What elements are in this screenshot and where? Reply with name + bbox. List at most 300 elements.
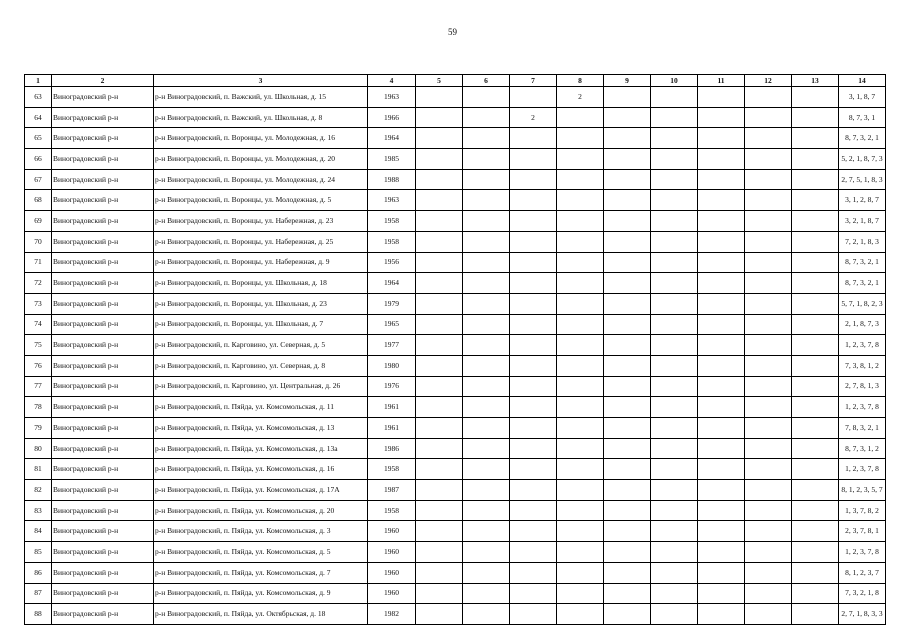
col12-cell [745, 107, 792, 128]
col12-cell [745, 418, 792, 439]
col12-cell [745, 521, 792, 542]
col12-cell [745, 604, 792, 625]
col11-cell [698, 438, 745, 459]
col11-cell [698, 149, 745, 170]
district-cell: Виноградовский р-н [52, 480, 154, 501]
col9-cell [604, 314, 651, 335]
year-cell: 1979 [368, 293, 416, 314]
col13-cell [792, 149, 839, 170]
col10-cell [651, 87, 698, 108]
year-cell: 1977 [368, 335, 416, 356]
row-number: 68 [25, 190, 52, 211]
order-cell: 7, 3, 2, 1, 8 [839, 583, 886, 604]
col5-cell [416, 397, 463, 418]
col8-cell [557, 562, 604, 583]
col11-cell [698, 293, 745, 314]
col11-cell [698, 500, 745, 521]
row-number: 87 [25, 583, 52, 604]
col8-cell [557, 314, 604, 335]
order-cell: 1, 2, 3, 7, 8 [839, 335, 886, 356]
col5-cell [416, 521, 463, 542]
col11-cell [698, 87, 745, 108]
col10-cell [651, 314, 698, 335]
col6-cell [463, 418, 510, 439]
col11-cell [698, 418, 745, 439]
column-header-10: 10 [651, 75, 698, 87]
col11-cell [698, 335, 745, 356]
district-cell: Виноградовский р-н [52, 459, 154, 480]
col11-cell [698, 397, 745, 418]
col7-cell [510, 128, 557, 149]
year-cell: 1966 [368, 107, 416, 128]
col6-cell [463, 583, 510, 604]
col8-cell [557, 438, 604, 459]
col5-cell [416, 500, 463, 521]
order-cell: 8, 1, 2, 3, 7 [839, 562, 886, 583]
col8-cell [557, 480, 604, 501]
col11-cell [698, 480, 745, 501]
year-cell: 1958 [368, 211, 416, 232]
col13-cell [792, 521, 839, 542]
column-header-9: 9 [604, 75, 651, 87]
col6-cell [463, 107, 510, 128]
column-header-5: 5 [416, 75, 463, 87]
row-number: 71 [25, 252, 52, 273]
col13-cell [792, 87, 839, 108]
col7-cell [510, 87, 557, 108]
address-cell: р-н Виноградовский, п. Пяйда, ул. Комсомольская, д. 13а [154, 438, 368, 459]
col5-cell [416, 107, 463, 128]
address-cell: р-н Виноградовский, п. Пяйда, ул. Комсомольская, д. 13 [154, 418, 368, 439]
col10-cell [651, 562, 698, 583]
col12-cell [745, 335, 792, 356]
col8-cell [557, 500, 604, 521]
order-cell: 2, 7, 5, 1, 8, 3 [839, 169, 886, 190]
col10-cell [651, 542, 698, 563]
year-cell: 1964 [368, 273, 416, 294]
col11-cell [698, 542, 745, 563]
col13-cell [792, 418, 839, 439]
order-cell: 7, 2, 1, 8, 3 [839, 231, 886, 252]
col8-cell [557, 252, 604, 273]
address-cell: р-н Виноградовский, п. Воронцы, ул. Молодежная, д. 16 [154, 128, 368, 149]
district-cell: Виноградовский р-н [52, 87, 154, 108]
col9-cell [604, 87, 651, 108]
order-cell: 1, 2, 3, 7, 8 [839, 459, 886, 480]
year-cell: 1976 [368, 376, 416, 397]
district-cell: Виноградовский р-н [52, 521, 154, 542]
row-number: 80 [25, 438, 52, 459]
order-cell: 8, 7, 3, 2, 1 [839, 252, 886, 273]
address-cell: р-н Виноградовский, п. Пяйда, ул. Комсомольская, д. 17А [154, 480, 368, 501]
col7-cell [510, 562, 557, 583]
col7-cell [510, 293, 557, 314]
col5-cell [416, 190, 463, 211]
col13-cell [792, 211, 839, 232]
year-cell: 1963 [368, 87, 416, 108]
col13-cell [792, 542, 839, 563]
col8-cell [557, 583, 604, 604]
col10-cell [651, 459, 698, 480]
col10-cell [651, 521, 698, 542]
col11-cell [698, 211, 745, 232]
row-number: 66 [25, 149, 52, 170]
col12-cell [745, 190, 792, 211]
col5-cell [416, 542, 463, 563]
address-cell: р-н Виноградовский, п. Карговино, ул. Центральная, д. 26 [154, 376, 368, 397]
table-row [25, 190, 886, 211]
order-cell: 1, 3, 7, 8, 2 [839, 500, 886, 521]
col13-cell [792, 562, 839, 583]
col10-cell [651, 190, 698, 211]
col9-cell [604, 335, 651, 356]
col12-cell [745, 397, 792, 418]
row-number: 84 [25, 521, 52, 542]
table-row [25, 355, 886, 376]
column-header-7: 7 [510, 75, 557, 87]
col5-cell [416, 355, 463, 376]
row-number: 67 [25, 169, 52, 190]
col8-cell [557, 521, 604, 542]
col7-cell [510, 500, 557, 521]
col9-cell [604, 128, 651, 149]
col5-cell [416, 231, 463, 252]
col7-cell [510, 231, 557, 252]
col5-cell [416, 459, 463, 480]
table-row [25, 211, 886, 232]
address-cell: р-н Виноградовский, п. Важский, ул. Школьная, д. 15 [154, 87, 368, 108]
row-number: 78 [25, 397, 52, 418]
col5-cell [416, 583, 463, 604]
col7-cell [510, 583, 557, 604]
col8-cell [557, 149, 604, 170]
col13-cell [792, 604, 839, 625]
table-row [25, 252, 886, 273]
district-cell: Виноградовский р-н [52, 335, 154, 356]
col7-cell [510, 521, 557, 542]
header-row [25, 75, 886, 87]
col6-cell [463, 459, 510, 480]
col9-cell [604, 169, 651, 190]
col9-cell [604, 376, 651, 397]
year-cell: 1960 [368, 521, 416, 542]
col10-cell [651, 500, 698, 521]
district-cell: Виноградовский р-н [52, 314, 154, 335]
year-cell: 1961 [368, 397, 416, 418]
col13-cell [792, 128, 839, 149]
address-cell: р-н Виноградовский, п. Пяйда, ул. Комсомольская, д. 3 [154, 521, 368, 542]
order-cell: 2, 1, 8, 7, 3 [839, 314, 886, 335]
table-row [25, 273, 886, 294]
year-cell: 1965 [368, 314, 416, 335]
col13-cell [792, 273, 839, 294]
col10-cell [651, 273, 698, 294]
district-cell: Виноградовский р-н [52, 376, 154, 397]
col9-cell [604, 355, 651, 376]
col6-cell [463, 438, 510, 459]
district-cell: Виноградовский р-н [52, 169, 154, 190]
col5-cell [416, 376, 463, 397]
col9-cell [604, 211, 651, 232]
order-cell: 7, 3, 8, 1, 2 [839, 355, 886, 376]
table-row [25, 397, 886, 418]
address-cell: р-н Виноградовский, п. Воронцы, ул. Набережная, д. 9 [154, 252, 368, 273]
col12-cell [745, 480, 792, 501]
col7-cell [510, 397, 557, 418]
col9-cell [604, 459, 651, 480]
col13-cell [792, 335, 839, 356]
address-cell: р-н Виноградовский, п. Воронцы, ул. Набережная, д. 25 [154, 231, 368, 252]
col13-cell [792, 480, 839, 501]
district-cell: Виноградовский р-н [52, 500, 154, 521]
col6-cell [463, 314, 510, 335]
district-cell: Виноградовский р-н [52, 397, 154, 418]
col12-cell [745, 273, 792, 294]
col13-cell [792, 583, 839, 604]
address-cell: р-н Виноградовский, п. Воронцы, ул. Набережная, д. 23 [154, 211, 368, 232]
district-cell: Виноградовский р-н [52, 231, 154, 252]
col9-cell [604, 500, 651, 521]
col8-cell [557, 231, 604, 252]
col13-cell [792, 500, 839, 521]
col5-cell [416, 314, 463, 335]
col8-cell [557, 418, 604, 439]
col10-cell [651, 107, 698, 128]
col9-cell [604, 293, 651, 314]
col9-cell [604, 521, 651, 542]
district-cell: Виноградовский р-н [52, 107, 154, 128]
col6-cell [463, 87, 510, 108]
district-cell: Виноградовский р-н [52, 562, 154, 583]
col12-cell [745, 231, 792, 252]
col6-cell [463, 604, 510, 625]
col6-cell [463, 149, 510, 170]
col12-cell [745, 314, 792, 335]
address-cell: р-н Виноградовский, п. Пяйда, ул. Комсомольская, д. 20 [154, 500, 368, 521]
col13-cell [792, 169, 839, 190]
address-cell: р-н Виноградовский, п. Воронцы, ул. Школьная, д. 23 [154, 293, 368, 314]
table-row [25, 314, 886, 335]
col5-cell [416, 211, 463, 232]
col11-cell [698, 521, 745, 542]
row-number: 64 [25, 107, 52, 128]
col13-cell [792, 376, 839, 397]
table-row [25, 376, 886, 397]
row-number: 88 [25, 604, 52, 625]
year-cell: 1956 [368, 252, 416, 273]
column-header-8: 8 [557, 75, 604, 87]
col10-cell [651, 169, 698, 190]
col7-cell [510, 149, 557, 170]
order-cell: 3, 1, 8, 7 [839, 87, 886, 108]
col10-cell [651, 480, 698, 501]
col6-cell [463, 480, 510, 501]
address-cell: р-н Виноградовский, п. Воронцы, ул. Школьная, д. 7 [154, 314, 368, 335]
address-cell: р-н Виноградовский, п. Пяйда, ул. Комсомольская, д. 11 [154, 397, 368, 418]
col9-cell [604, 438, 651, 459]
col9-cell [604, 273, 651, 294]
table-row [25, 521, 886, 542]
district-cell: Виноградовский р-н [52, 542, 154, 563]
col8-cell [557, 211, 604, 232]
col6-cell [463, 273, 510, 294]
col7-cell [510, 335, 557, 356]
col12-cell [745, 128, 792, 149]
col13-cell [792, 438, 839, 459]
col12-cell [745, 87, 792, 108]
table-row [25, 293, 886, 314]
col6-cell [463, 211, 510, 232]
col5-cell [416, 438, 463, 459]
order-cell: 1, 2, 3, 7, 8 [839, 542, 886, 563]
address-cell: р-н Виноградовский, п. Пяйда, ул. Комсомольская, д. 5 [154, 542, 368, 563]
col6-cell [463, 521, 510, 542]
district-cell: Виноградовский р-н [52, 355, 154, 376]
col12-cell [745, 500, 792, 521]
col12-cell [745, 459, 792, 480]
col11-cell [698, 562, 745, 583]
col10-cell [651, 418, 698, 439]
table-row [25, 128, 886, 149]
col5-cell [416, 169, 463, 190]
order-cell: 2, 3, 7, 8, 1 [839, 521, 886, 542]
column-header-11: 11 [698, 75, 745, 87]
col8-cell [557, 459, 604, 480]
table-row [25, 604, 886, 625]
year-cell: 1986 [368, 438, 416, 459]
row-number: 76 [25, 355, 52, 376]
col5-cell [416, 252, 463, 273]
row-number: 74 [25, 314, 52, 335]
col13-cell [792, 314, 839, 335]
col12-cell [745, 293, 792, 314]
col13-cell [792, 190, 839, 211]
col11-cell [698, 459, 745, 480]
col12-cell [745, 252, 792, 273]
col11-cell [698, 376, 745, 397]
col13-cell [792, 107, 839, 128]
address-cell: р-н Виноградовский, п. Карговино, ул. Северная, д. 8 [154, 355, 368, 376]
column-header-13: 13 [792, 75, 839, 87]
year-cell: 1985 [368, 149, 416, 170]
order-cell: 7, 8, 3, 2, 1 [839, 418, 886, 439]
table-row [25, 231, 886, 252]
row-number: 63 [25, 87, 52, 108]
table-row [25, 438, 886, 459]
col8-cell [557, 604, 604, 625]
col10-cell [651, 376, 698, 397]
col7-cell [510, 438, 557, 459]
col11-cell [698, 583, 745, 604]
year-cell: 1958 [368, 459, 416, 480]
address-cell: р-н Виноградовский, п. Воронцы, ул. Молодежная, д. 20 [154, 149, 368, 170]
col10-cell [651, 252, 698, 273]
col12-cell [745, 542, 792, 563]
col7-cell [510, 273, 557, 294]
col12-cell [745, 355, 792, 376]
table-row [25, 87, 886, 108]
col8-cell [557, 273, 604, 294]
district-cell: Виноградовский р-н [52, 418, 154, 439]
col11-cell [698, 128, 745, 149]
district-cell: Виноградовский р-н [52, 273, 154, 294]
district-cell: Виноградовский р-н [52, 128, 154, 149]
col11-cell [698, 355, 745, 376]
year-cell: 1987 [368, 480, 416, 501]
year-cell: 1960 [368, 562, 416, 583]
col12-cell [745, 583, 792, 604]
col5-cell [416, 418, 463, 439]
table-row [25, 418, 886, 439]
col7-cell [510, 459, 557, 480]
col7-cell [510, 418, 557, 439]
address-cell: р-н Виноградовский, п. Пяйда, ул. Октябрьская, д. 18 [154, 604, 368, 625]
col9-cell [604, 604, 651, 625]
col7-cell [510, 355, 557, 376]
table-row [25, 500, 886, 521]
table-row [25, 169, 886, 190]
col10-cell [651, 231, 698, 252]
column-header-12: 12 [745, 75, 792, 87]
year-cell: 1988 [368, 169, 416, 190]
col13-cell [792, 293, 839, 314]
register-table [24, 74, 886, 625]
col10-cell [651, 604, 698, 625]
col5-cell [416, 149, 463, 170]
col6-cell [463, 252, 510, 273]
table-row [25, 459, 886, 480]
col11-cell [698, 107, 745, 128]
address-cell: р-н Виноградовский, п. Пяйда, ул. Комсомольская, д. 9 [154, 583, 368, 604]
column-header-6: 6 [463, 75, 510, 87]
district-cell: Виноградовский р-н [52, 293, 154, 314]
col6-cell [463, 355, 510, 376]
district-cell: Виноградовский р-н [52, 438, 154, 459]
col12-cell [745, 376, 792, 397]
year-cell: 1964 [368, 128, 416, 149]
col10-cell [651, 211, 698, 232]
row-number: 65 [25, 128, 52, 149]
col12-cell [745, 169, 792, 190]
col10-cell [651, 397, 698, 418]
column-header-3: 3 [154, 75, 368, 87]
col6-cell [463, 542, 510, 563]
col11-cell [698, 604, 745, 625]
row-number: 86 [25, 562, 52, 583]
year-cell: 1980 [368, 355, 416, 376]
table-row [25, 335, 886, 356]
col10-cell [651, 149, 698, 170]
col8-cell [557, 190, 604, 211]
col11-cell [698, 231, 745, 252]
col10-cell [651, 438, 698, 459]
table-body [25, 87, 886, 625]
col5-cell [416, 293, 463, 314]
col8-cell [557, 376, 604, 397]
col8-cell [557, 542, 604, 563]
col9-cell [604, 149, 651, 170]
row-number: 85 [25, 542, 52, 563]
order-cell: 3, 2, 1, 8, 7 [839, 211, 886, 232]
table-row [25, 149, 886, 170]
order-cell: 2, 7, 1, 8, 3, 3 [839, 604, 886, 625]
address-cell: р-н Виноградовский, п. Воронцы, ул. Молодежная, д. 5 [154, 190, 368, 211]
col13-cell [792, 252, 839, 273]
address-cell: р-н Виноградовский, п. Воронцы, ул. Школьная, д. 18 [154, 273, 368, 294]
year-cell: 1958 [368, 231, 416, 252]
row-number: 81 [25, 459, 52, 480]
row-number: 79 [25, 418, 52, 439]
